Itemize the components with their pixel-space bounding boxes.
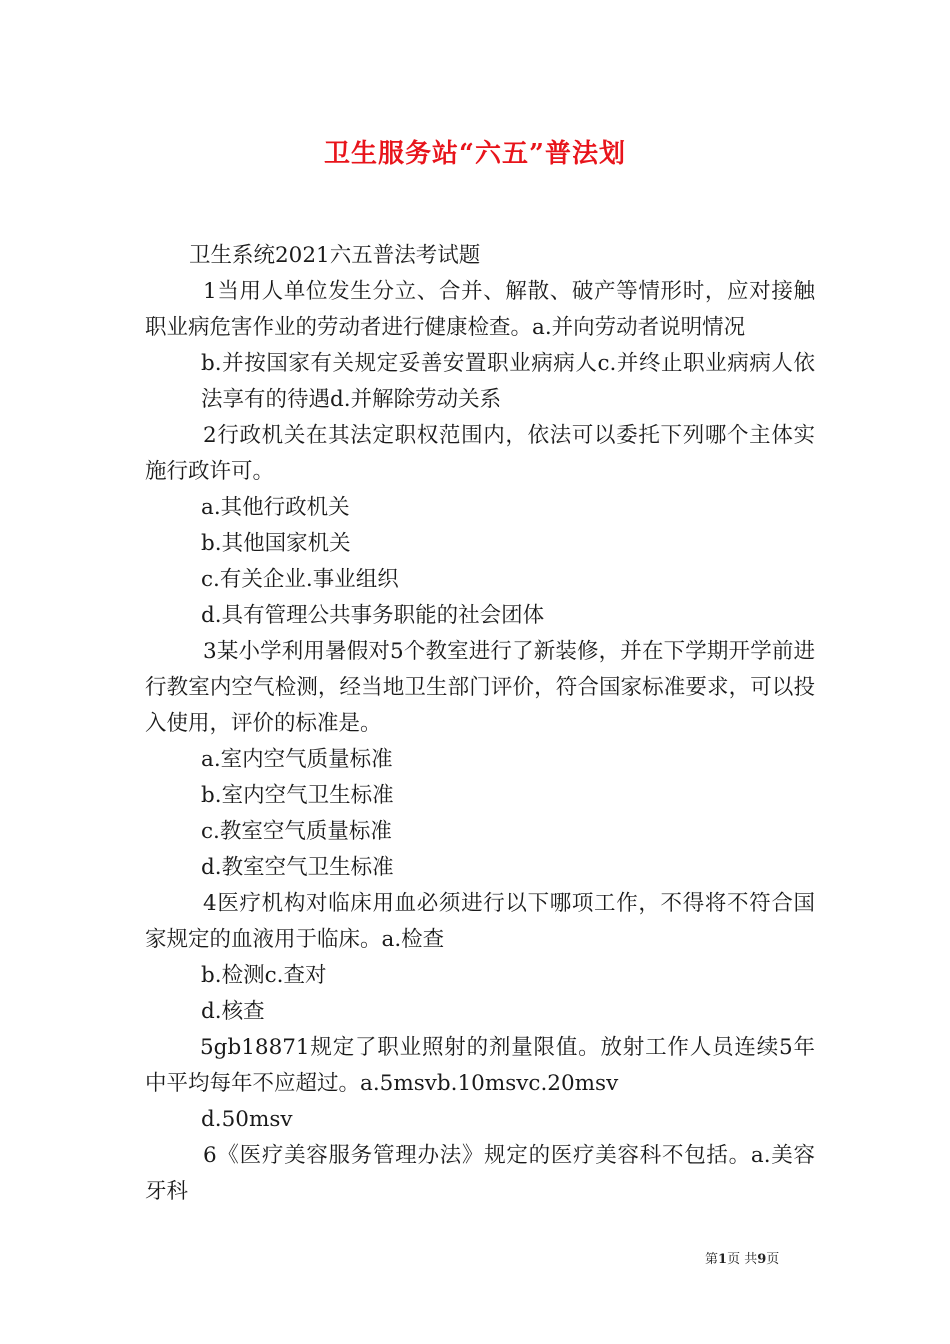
- footer-middle: 页 共: [727, 1252, 758, 1267]
- footer-total-pages: 9: [757, 1252, 767, 1267]
- answer-option: d.50msv: [201, 1107, 293, 1132]
- answer-option: d.具有管理公共事务职能的社会团体: [201, 603, 545, 628]
- question-text: 5gb18871规定了职业照射的剂量限值。放射工作人员连续5年中平均每年不应超过。a.5msvb.10msvc.20msv: [145, 1035, 815, 1096]
- question-list: [145, 274, 815, 1210]
- exam-heading: 卫生系统2021六五普法考试题: [189, 243, 481, 268]
- answer-option: b.检测c.查对: [201, 963, 327, 988]
- answer-option: d.核查: [201, 999, 265, 1024]
- answer-option: c.教室空气质量标准: [201, 819, 392, 844]
- footer-suffix: 页: [766, 1252, 780, 1267]
- answer-option: d.教室空气卫生标准: [201, 855, 394, 880]
- document-title: 卫生服务站“六五”普法划: [324, 139, 626, 169]
- answer-option: b.室内空气卫生标准: [201, 783, 394, 808]
- question-text: 3某小学利用暑假对5个教室进行了新装修，并在下学期开学前进行教室内空气检测，经当地卫生部门评价，符合国家标准要求，可以投入使用，评价的标准是。: [145, 639, 815, 736]
- footer-prefix: 第: [705, 1252, 719, 1267]
- document-body: [145, 238, 815, 1210]
- answer-option: a.其他行政机关: [201, 495, 350, 520]
- answer-option: b.并按国家有关规定妥善安置职业病病人c.并终止职业病病人依法享有的待遇d.并解除劳动关系: [201, 351, 815, 412]
- question-text: 4医疗机构对临床用血必须进行以下哪项工作，不得将不符合国家规定的血液用于临床。a.检查: [145, 891, 815, 952]
- question-text: 6《医疗美容服务管理办法》规定的医疗美容科不包括。a.美容牙科: [145, 1143, 815, 1204]
- answer-option: c.有关企业.事业组织: [201, 567, 399, 592]
- question-text: 1当用人单位发生分立、合并、解散、破产等情形时，应对接触职业病危害作业的劳动者进行健康检查。a.并向劳动者说明情况: [145, 279, 815, 340]
- answer-option: a.室内空气质量标准: [201, 747, 393, 772]
- page-footer: [705, 1248, 779, 1267]
- question-text: 2行政机关在其法定职权范围内，依法可以委托下列哪个主体实施行政许可。: [145, 423, 815, 484]
- footer-page-number: 1: [718, 1252, 728, 1267]
- answer-option: b.其他国家机关: [201, 531, 351, 556]
